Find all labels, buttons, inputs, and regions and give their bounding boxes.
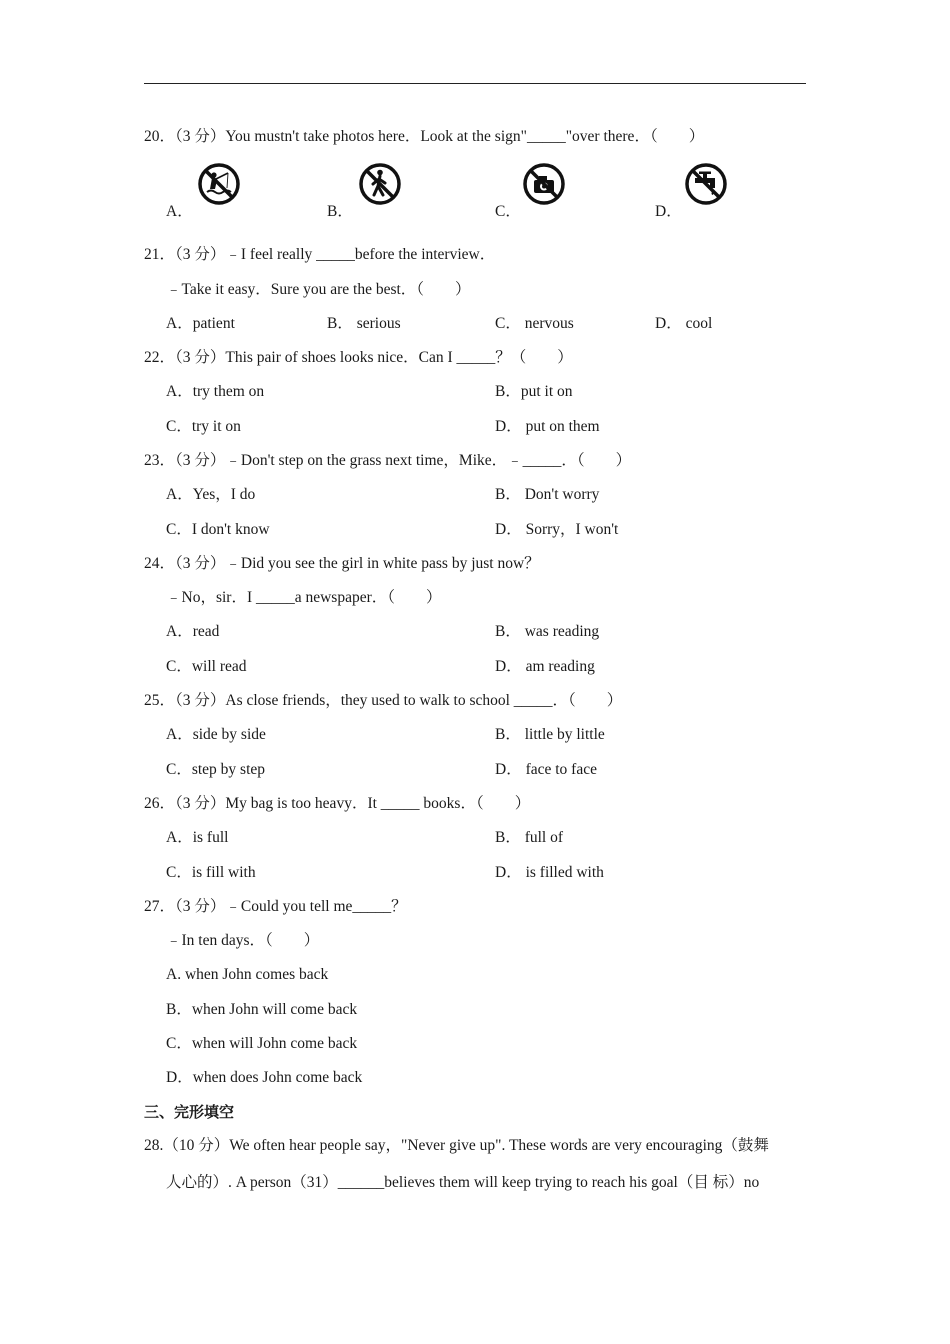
q27-option-b[interactable]: B．when John will come back: [166, 1001, 358, 1018]
q25-option-a[interactable]: A．side by side: [166, 726, 266, 743]
q21-option-d[interactable]: D． cool: [655, 315, 713, 332]
q26-option-c[interactable]: C．is fill with: [166, 864, 256, 881]
q20-option-a[interactable]: A．: [166, 203, 193, 220]
q24-reply: ﹣No，sir．I _____a newspaper．（ ）: [166, 589, 442, 606]
q20-option-b[interactable]: B．: [327, 203, 353, 220]
q24-option-c[interactable]: C．will read: [166, 658, 247, 675]
q21-option-b[interactable]: B． serious: [327, 315, 401, 332]
q27-option-d[interactable]: D．when does John come back: [166, 1069, 363, 1086]
q21-stem: 21．（3 分）﹣I feel really _____before the interview．: [144, 246, 496, 263]
q20-option-d[interactable]: D．: [655, 203, 682, 220]
q21-option-c[interactable]: C． nervous: [495, 315, 574, 332]
header-rule: [144, 83, 806, 84]
q22-option-a[interactable]: A．try them on: [166, 383, 265, 400]
q24-option-b[interactable]: B． was reading: [495, 623, 600, 640]
q26-option-d[interactable]: D． is filled with: [495, 864, 604, 881]
q22-option-d[interactable]: D． put on them: [495, 418, 600, 435]
q25-stem: 25．（3 分）As close friends，they used to walk to school _____．（ ）: [144, 692, 623, 709]
q23-stem: 23．（3 分）﹣Don't step on the grass next time，Mike．﹣_____．（ ）: [144, 452, 632, 469]
q21-reply: ﹣Take it easy．Sure you are the best．（ ）: [166, 281, 471, 298]
q22-option-b[interactable]: B．put it on: [495, 383, 573, 400]
q25-option-d[interactable]: D． face to face: [495, 761, 597, 778]
q27-reply: ﹣In ten days．（ ）: [166, 932, 320, 949]
no-walking-icon[interactable]: [358, 162, 402, 206]
q26-stem: 26．（3 分）My bag is too heavy．It _____ books．（ ）: [144, 795, 531, 812]
no-photography-icon[interactable]: [522, 162, 566, 206]
q23-option-d[interactable]: D． Sorry，I won't: [495, 521, 619, 538]
q27-stem: 27．（3 分）﹣Could you tell me_____？: [144, 898, 407, 915]
q20-option-c[interactable]: C．: [495, 203, 521, 220]
q21-option-a[interactable]: A．patient: [166, 315, 235, 332]
q26-option-a[interactable]: A．is full: [166, 829, 229, 846]
q23-option-c[interactable]: C．I don't know: [166, 521, 270, 538]
no-fishing-icon[interactable]: [197, 162, 241, 206]
q28-paragraph-line-2: 人心的）. A person（31）______believes them will keep trying to reach his goal（目 标）no: [166, 1174, 760, 1191]
q25-option-b[interactable]: B． little by little: [495, 726, 605, 743]
q25-option-c[interactable]: C．step by step: [166, 761, 266, 778]
q24-option-a[interactable]: A．read: [166, 623, 220, 640]
q22-stem: 22．（3 分）This pair of shoes looks nice．Can I _____？（ ）: [144, 349, 573, 366]
q23-option-a[interactable]: A．Yes，I do: [166, 486, 256, 503]
q24-option-d[interactable]: D． am reading: [495, 658, 595, 675]
q22-option-c[interactable]: C．try it on: [166, 418, 241, 435]
q26-option-b[interactable]: B． full of: [495, 829, 564, 846]
q20-stem: 20．（3 分）You mustn't take photos here．Look at the sign"_____"over there．（ ）: [144, 128, 705, 145]
q24-stem: 24．（3 分）﹣Did you see the girl in white pass by just now？: [144, 555, 540, 572]
q28-paragraph-line-1: 28.（10 分）We often hear people say，"Never give up". These words are very encouraging（鼓舞: [144, 1137, 769, 1154]
no-water-tap-icon[interactable]: [684, 162, 728, 206]
q27-option-a[interactable]: A. when John comes back: [166, 966, 329, 983]
section-heading: 三、完形填空: [144, 1103, 235, 1121]
q23-option-b[interactable]: B． Don't worry: [495, 486, 600, 503]
q27-option-c[interactable]: C．when will John come back: [166, 1035, 358, 1052]
